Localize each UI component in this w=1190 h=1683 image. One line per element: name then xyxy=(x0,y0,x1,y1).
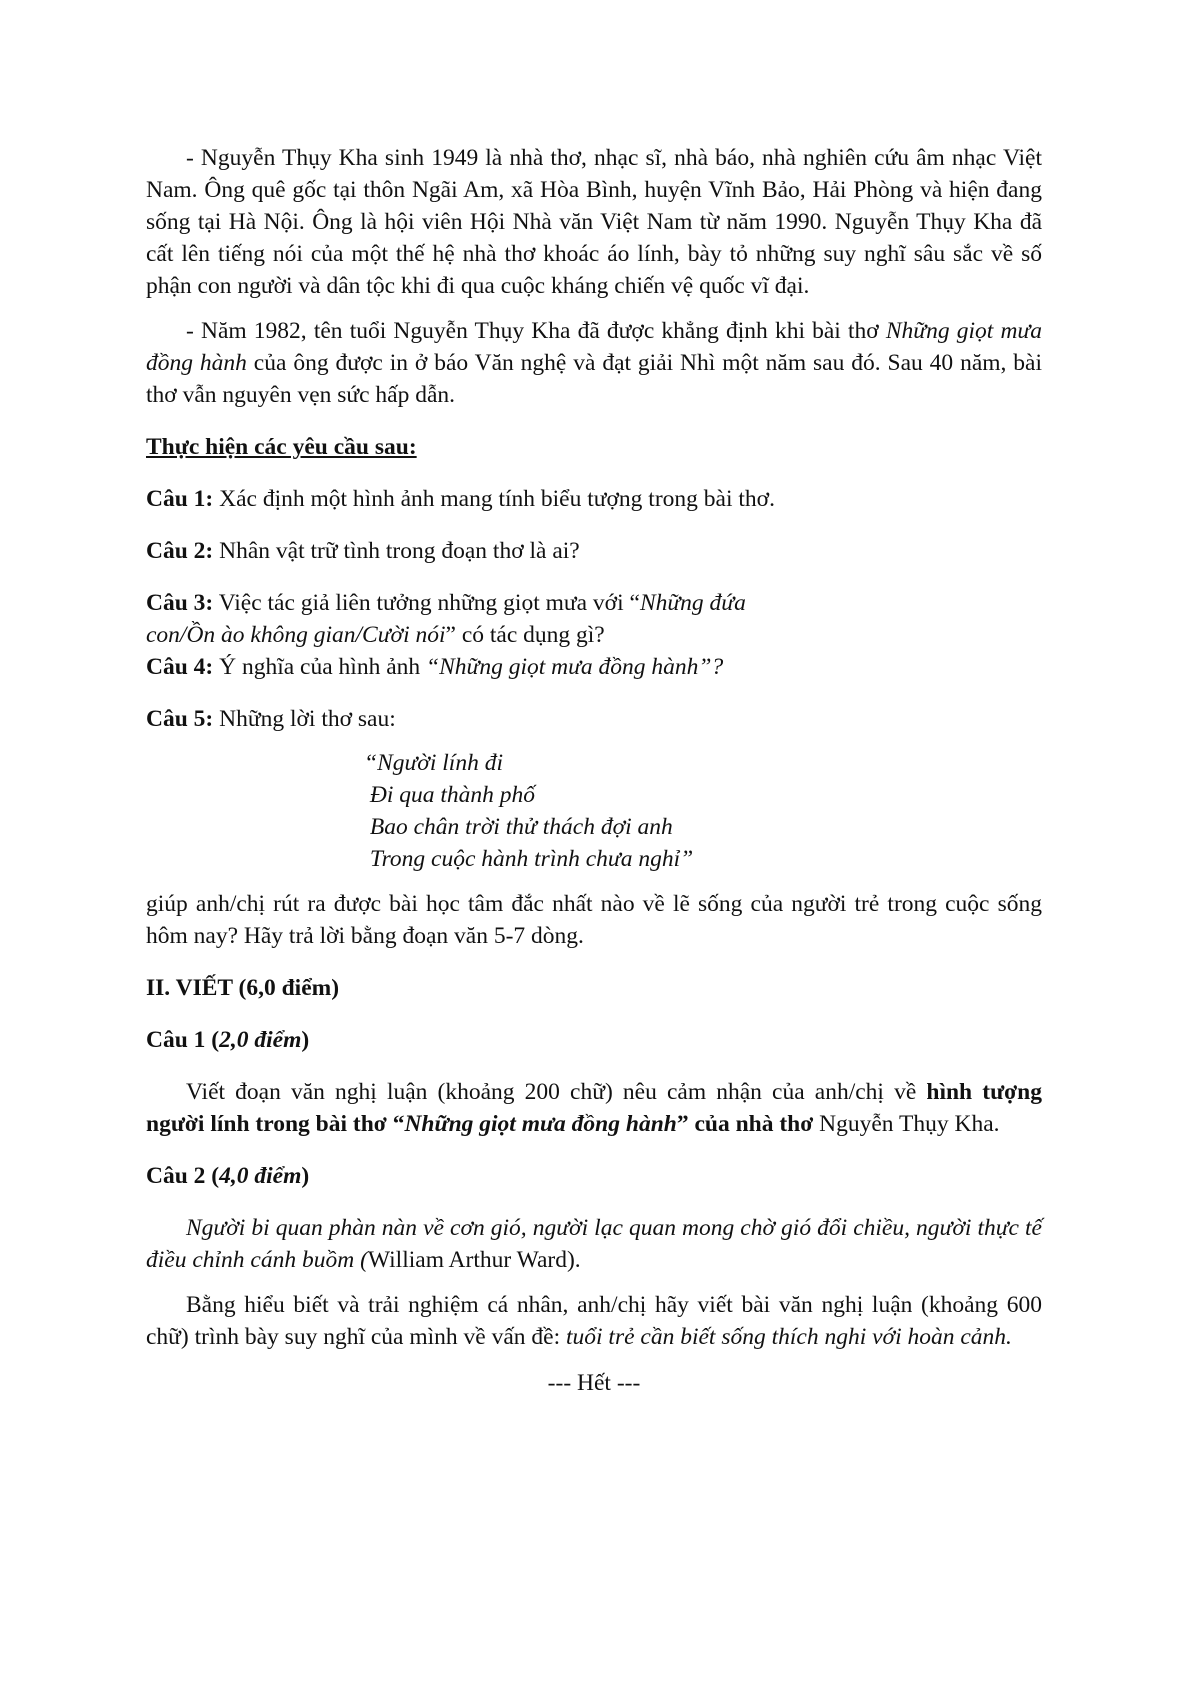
poem-line: Đi qua thành phố xyxy=(364,782,536,808)
poem-line: Trong cuộc hành trình chưa nghỉ” xyxy=(364,846,694,872)
writing-question-2-heading: Câu 2 (4,0 điểm) xyxy=(146,1163,310,1189)
poem-excerpt xyxy=(364,747,1042,875)
question-4: Câu 4: Ý nghĩa của hình ảnh “Những giọt mưa đồng hành”? xyxy=(146,654,724,680)
poem-title: Những giọt mưa đồng hành xyxy=(146,318,1043,376)
writing-question-2-task: Bằng hiểu biết và trải nghiệm cá nhân, anh/chị hãy viết bài văn nghị luận (khoảng 600 chữ) trình bày suy nghĩ của mình về vấn đề: tuổi trẻ cần biết sống thích nghi với hoàn cảnh. xyxy=(146,1292,1042,1350)
question-1: Câu 1: Xác định một hình ảnh mang tính biểu tượng trong bài thơ. xyxy=(146,486,775,512)
document-page xyxy=(146,142,1042,1399)
publication-paragraph: - Năm 1982, tên tuổi Nguyễn Thụy Kha đã được khẳng định khi bài thơ Những giọt mưa đồng hành của ông được in ở báo Văn nghệ và đạt giải Nhì một năm sau đó. Sau 40 năm, bài thơ vẫn nguyên vẹn sức hấp dẫn. xyxy=(146,318,1043,408)
poem-line: Bao chân trời thử thách đợi anh xyxy=(364,814,673,840)
section-heading-writing: II. VIẾT (6,0 điểm) xyxy=(146,975,340,1001)
question-3: Câu 3: Việc tác giả liên tưởng những giọt mưa với “Những đứa con/Ồn ào không gian/Cười nói” có tác dụng gì? xyxy=(146,590,746,648)
author-bio-paragraph: - Nguyễn Thụy Kha sinh 1949 là nhà thơ, nhạc sĩ, nhà báo, nhà nghiên cứu âm nhạc Việt Nam. Ông quê gốc tại thôn Ngãi Am, xã Hòa Bình, huyện Vĩnh Bảo, Hải Phòng và hiện đang sống tại Hà Nội. Ông là hội viên Hội Nhà văn Việt Nam từ năm 1990. Nguyễn Thụy Kha đã cất lên tiếng nói của một thế hệ nhà thơ khoác áo lính, bày tỏ những suy nghĩ sâu sắc về số phận con người và dân tộc khi đi qua cuộc kháng chiến vệ quốc vĩ đại. xyxy=(146,145,1042,299)
question-5-prompt: giúp anh/chị rút ra được bài học tâm đắc nhất nào về lẽ sống của người trẻ trong cuộc sống hôm nay? Hãy trả lời bằng đoạn văn 5-7 dòng. xyxy=(146,891,1042,949)
writing-question-1-text: Viết đoạn văn nghị luận (khoảng 200 chữ) nêu cảm nhận của anh/chị về hình tượng người lính trong bài thơ “Những giọt mưa đồng hành” của nhà thơ Nguyễn Thụy Kha. xyxy=(146,1079,1042,1137)
writing-question-2-quote: Người bi quan phàn nàn về cơn gió, người lạc quan mong chờ gió đổi chiều, người thực tế điều chỉnh cánh buồm (William Arthur Ward). xyxy=(146,1215,1042,1273)
tasks-heading: Thực hiện các yêu cầu sau: xyxy=(146,434,417,460)
question-5: Câu 5: Những lời thơ sau: xyxy=(146,706,396,732)
writing-question-1-heading: Câu 1 (2,0 điểm) xyxy=(146,1027,310,1053)
question-2: Câu 2: Nhân vật trữ tình trong đoạn thơ là ai? xyxy=(146,538,580,564)
end-mark: --- Hết --- xyxy=(547,1370,641,1396)
poem-line: “Người lính đi xyxy=(364,750,503,776)
